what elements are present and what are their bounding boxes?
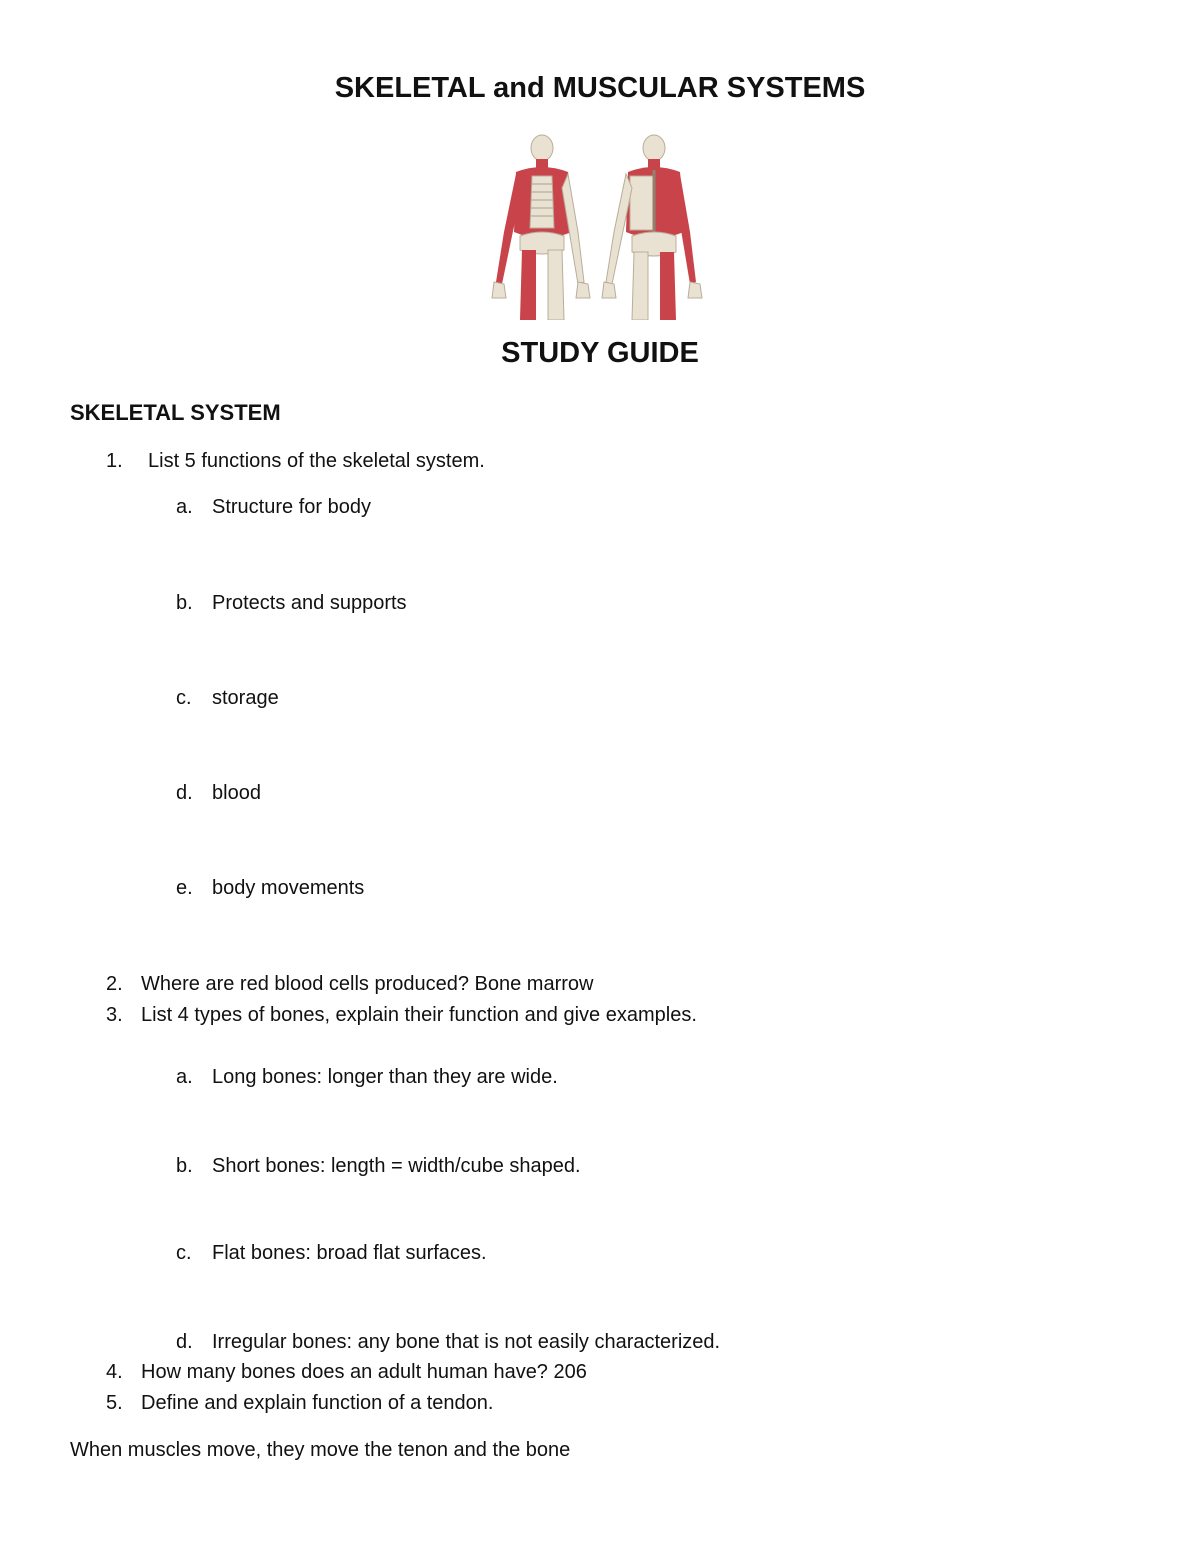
document-title: SKELETAL and MUSCULAR SYSTEMS [334,72,866,104]
answer-text: body movements [212,877,365,899]
answer-letter: e. [176,877,193,899]
answer-text: Protects and supports [212,592,407,614]
answer-letter: b. [176,1155,193,1177]
answer-text: Structure for body [212,496,371,518]
question-text: Define and explain function of a tendon. [141,1392,494,1414]
question-number: 3. [106,1004,123,1026]
answer-letter: d. [176,1331,193,1353]
question-text: List 5 functions of the skeletal system. [148,450,485,472]
answer-letter: a. [176,496,193,518]
question-text: How many bones does an adult human have? 206 [141,1361,587,1383]
section-heading: SKELETAL SYSTEM [70,400,281,425]
closing-answer: When muscles move, they move the tenon and the bone [70,1439,571,1461]
answer-letter: c. [176,1242,192,1264]
answer-text: blood [212,782,261,804]
answer-letter: d. [176,782,193,804]
question-number: 5. [106,1392,123,1414]
anatomy-illustration [480,132,716,320]
question-text: List 4 types of bones, explain their function and give examples. [141,1004,697,1026]
question-number: 4. [106,1361,123,1383]
question-number: 1. [106,450,123,472]
front-figure [492,135,590,320]
answer-letter: b. [176,592,193,614]
question-text: Where are red blood cells produced? Bone marrow [141,973,594,995]
back-figure [602,135,702,320]
answer-letter: a. [176,1066,193,1088]
study-guide-heading: STUDY GUIDE [501,337,699,369]
answer-text: Irregular bones: any bone that is not easily characterized. [212,1331,721,1353]
answer-text: Long bones: longer than they are wide. [212,1066,558,1088]
answer-text: Short bones: length = width/cube shaped. [212,1155,581,1177]
answer-letter: c. [176,687,192,709]
answer-text: Flat bones: broad flat surfaces. [212,1242,487,1264]
answer-text: storage [212,687,279,709]
question-number: 2. [106,973,123,995]
